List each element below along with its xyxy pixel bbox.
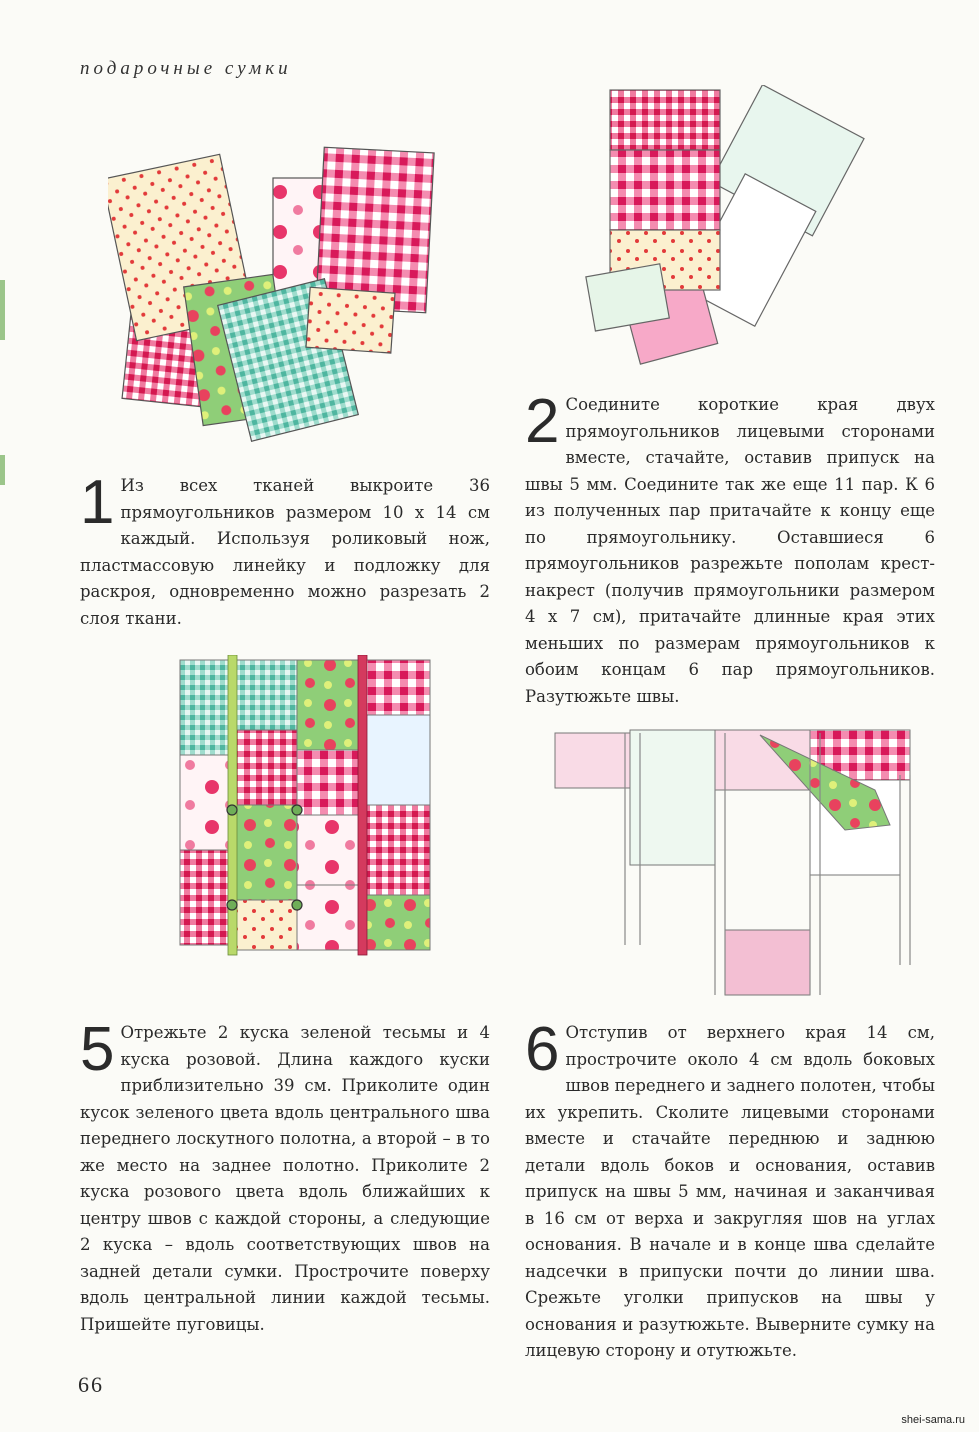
- step-1: [80, 468, 490, 632]
- illustration-step-6: [545, 715, 915, 1000]
- step-text: Из всех тканей выкроите 36 прямоугольников размером 10 х 14 см каждый. Используя роликовый нож, пластмассовую линейку и подложку для раскроя, одновременно можно разрезать 2 слоя ткани.: [80, 476, 490, 628]
- illustration-step-2: [570, 85, 870, 375]
- section-title: подарочные сумки: [80, 58, 292, 79]
- illustration-step-5: [160, 655, 440, 965]
- step-number: 6: [525, 1015, 560, 1084]
- step-text: Отрежьте 2 куска зеленой тесьмы и 4 куска розовой. Длина каждого куски приблизительно 39 см. Приколите один кусок зеленого цвета вдоль центрального шва переднего лоскутного полотна, а второй – в то же место на заднее полотно. Приколите 2 куска розового цвета вдоль ближайших к центру швов с каждой стороны, а следующие 2 куска – вдоль соответствующих швов на задней детали сумки. Прострочите поверху вдоль центральной линии каждой тесьмы. Пришейте пуговицы.: [80, 1023, 490, 1334]
- step-number: 2: [525, 387, 560, 456]
- step-5: [80, 1015, 490, 1338]
- page-edge-mark: [0, 280, 5, 340]
- illustration-step-1: [108, 140, 448, 450]
- step-number: 5: [80, 1015, 115, 1084]
- step-text: Отступив от верхнего края 14 см, прострочите около 4 см вдоль боковых швов переднего и заднего полотен, чтобы их укрепить. Сколите лицевыми сторонами вместе и стачайте переднюю и заднюю детали вдоль боков и основания, оставив припуск на швы 5 мм, начиная и заканчивая в 16 см от верха и закругляя шов на углах основания. В начале и в конце шва сделайте надсечки в припуски почти до линии шва. Срежьте уголки припусков на швы у основания и разутюжьте. Выверните сумку на лицевую сторону и отутюжьте.: [525, 1023, 936, 1360]
- step-text: Соедините короткие края двух прямоугольников лицевыми сторонами вместе, стачайте, оставив припуск на швы 5 мм. Соедините так же еще 11 пар. К 6 из полученных пар притачайте к концу еще по прямоугольнику. Оставшиеся 6 прямоугольников разрежьте пополам крест-накрест (получив прямоугольники размером 4 х 7 см), притачайте длинные края этих меньших по размерам прямоугольников к обоим концам 6 пар прямоугольников. Разутюжьте швы.: [525, 395, 935, 706]
- step-2: [525, 387, 935, 710]
- step-number: 1: [80, 468, 115, 537]
- watermark: shei-sama.ru: [901, 1414, 965, 1426]
- step-6: [525, 1015, 936, 1365]
- page-edge-mark: [0, 455, 5, 485]
- page-number: 66: [78, 1372, 104, 1397]
